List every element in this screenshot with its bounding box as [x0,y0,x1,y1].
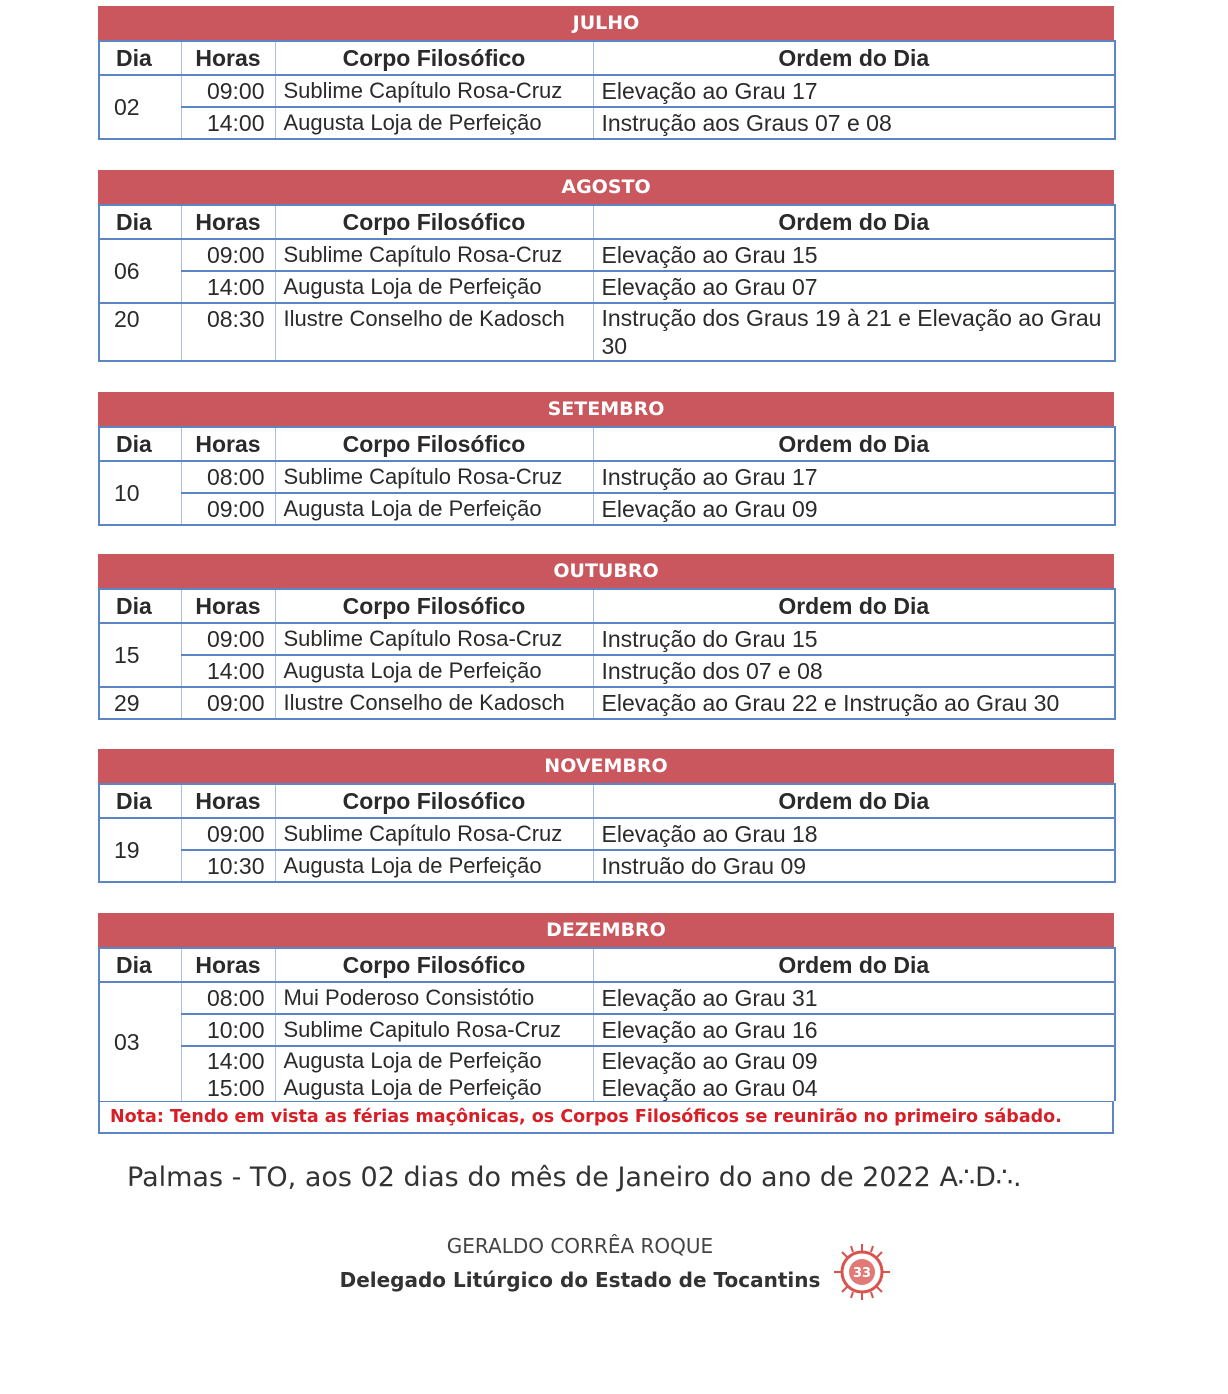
month-section-novembro [98,749,1114,883]
day-cell: 06 [99,239,181,303]
month-title: DEZEMBRO [98,913,1114,947]
hour-cell: 10:00 [181,1014,275,1046]
hour-cell: 08:30 [181,303,275,361]
body-cell: Sublime Capítulo Rosa-Cruz [275,623,593,655]
hour-cell: 14:00 [181,107,275,139]
body-cell: Sublime Capítulo Rosa-Cruz [275,461,593,493]
header-corpo: Corpo Filosófico [275,589,593,623]
body-cell: Augusta Loja de Perfeição [275,271,593,303]
schedule-table [98,204,1116,362]
header-horas: Horas [181,589,275,623]
day-cell: 29 [99,687,181,719]
header-corpo: Corpo Filosófico [275,427,593,461]
body-cell: Ilustre Conselho de Kadosch [275,687,593,719]
header-ordem: Ordem do Dia [593,589,1115,623]
table-row [99,655,1115,687]
header-dia: Dia [99,41,181,75]
table-row [99,687,1115,719]
body-cell: Sublime Capítulo Rosa-Cruz [275,818,593,850]
city-date-line: Palmas - TO, aos 02 dias do mês de Janeiro do ano de 2022 A∴D∴. [127,1162,1022,1193]
body-cell: Augusta Loja de Perfeição [275,493,593,525]
body-cell: Augusta Loja de Perfeição [275,1075,593,1101]
table-row [99,1046,1115,1075]
header-ordem: Ordem do Dia [593,427,1115,461]
day-cell: 15 [99,623,181,687]
header-dia: Dia [99,589,181,623]
schedule-table [98,426,1116,526]
body-cell: Sublime Capítulo Rosa-Cruz [275,239,593,271]
agenda-cell: Elevação ao Grau 16 [593,1014,1115,1046]
agenda-cell: Elevação ao Grau 04 [601,1075,818,1101]
body-cell: Sublime Capitulo Rosa-Cruz [275,1014,593,1046]
header-corpo: Corpo Filosófico [275,41,593,75]
agenda-cell: Elevação ao Grau 15 [593,239,1115,271]
agenda-cell: Elevação ao Grau 09 [601,1048,818,1074]
month-title: SETEMBRO [98,392,1114,426]
hour-cell: 08:00 [181,461,275,493]
hour-cell: 09:00 [181,239,275,271]
header-row [99,948,1115,982]
body-cell: Sublime Capítulo Rosa-Cruz [275,75,593,107]
agenda-cell: Elevação ao Grau 07 [593,271,1115,303]
header-horas: Horas [181,41,275,75]
month-section-outubro [98,554,1114,720]
body-cell: Mui Poderoso Consistótio [275,982,593,1014]
agenda-cell: Instrução dos 07 e 08 [593,655,1115,687]
table-row [99,850,1115,882]
table-row [99,271,1115,303]
hour-cell: 14:00 [181,1046,275,1075]
body-cell: Augusta Loja de Perfeição [275,1046,593,1075]
header-row [99,784,1115,818]
month-section-agosto [98,170,1114,362]
agenda-cell: Instrução ao Grau 17 [593,461,1115,493]
table-row [99,303,1115,361]
header-horas: Horas [181,427,275,461]
seal-number: 33 [852,1266,872,1281]
hour-cell: 09:00 [181,687,275,719]
table-row [99,107,1115,139]
agenda-cell: Instrução do Grau 15 [593,623,1115,655]
agenda-cell: Elevação ao Grau 17 [593,75,1115,107]
hour-cell: 14:00 [181,655,275,687]
note-text: Nota: Tendo em vista as férias maçônicas, os Corpos Filosóficos se reunirão no primeiro sábado. [98,1101,1114,1134]
table-row [99,493,1115,525]
schedule-table [98,40,1116,140]
month-section-setembro [98,392,1114,526]
header-row [99,427,1115,461]
agenda-cell: Elevação ao Grau 22 e Instrução ao Grau 30 [593,687,1115,719]
hour-cell: 14:00 [181,271,275,303]
header-horas: Horas [181,205,275,239]
schedule-table [98,947,1116,1101]
signer-name: GERALDO CORRÊA ROQUE [446,1234,714,1258]
agenda-cell: Instrução dos Graus 19 à 21 e Elevação ao Grau 30 [593,303,1115,361]
header-ordem: Ordem do Dia [593,948,1115,982]
agenda-cell: Instruão do Grau 09 [593,850,1115,882]
body-cell: Augusta Loja de Perfeição [275,850,593,882]
body-cell: Augusta Loja de Perfeição [275,655,593,687]
hour-cell: 08:00 [181,982,275,1014]
day-cell: 19 [99,818,181,882]
hour-cell: 09:00 [181,75,275,107]
header-corpo: Corpo Filosófico [275,205,593,239]
seal-emblem-icon [832,1242,892,1302]
header-corpo: Corpo Filosófico [275,784,593,818]
header-ordem: Ordem do Dia [593,41,1115,75]
day-cell: 02 [99,75,181,139]
table-row [99,623,1115,655]
body-cell: Ilustre Conselho de Kadosch [275,303,593,361]
header-horas: Horas [181,948,275,982]
agenda-cell: Elevação ao Grau 18 [593,818,1115,850]
hour-cell: 15:00 [181,1075,275,1101]
header-row [99,205,1115,239]
table-row [99,818,1115,850]
table-row [99,1014,1115,1046]
table-row [99,461,1115,493]
agenda-cell: Instrução aos Graus 07 e 08 [593,107,1115,139]
header-ordem: Ordem do Dia [593,205,1115,239]
day-cell: 03 [99,982,181,1101]
hour-cell: 09:00 [181,493,275,525]
schedule-table [98,783,1116,883]
hour-cell: 10:30 [181,850,275,882]
body-cell: Augusta Loja de Perfeição [275,107,593,139]
header-dia: Dia [99,948,181,982]
signer-title: Delegado Litúrgico do Estado de Tocantins [339,1268,821,1292]
month-title: JULHO [98,6,1114,40]
header-row [99,589,1115,623]
month-title: AGOSTO [98,170,1114,204]
hour-cell: 09:00 [181,623,275,655]
table-row [99,982,1115,1014]
header-corpo: Corpo Filosófico [275,948,593,982]
header-dia: Dia [99,205,181,239]
hour-cell: 09:00 [181,818,275,850]
day-cell: 10 [99,461,181,525]
month-section-dezembro [98,913,1114,1134]
month-title: OUTUBRO [98,554,1114,588]
day-cell: 20 [99,303,181,361]
table-row [99,239,1115,271]
header-horas: Horas [181,784,275,818]
table-row [99,1075,1115,1101]
schedule-table [98,588,1116,720]
table-row [99,75,1115,107]
month-title: NOVEMBRO [98,749,1114,783]
header-dia: Dia [99,784,181,818]
header-row [99,41,1115,75]
header-ordem: Ordem do Dia [593,784,1115,818]
month-section-julho [98,6,1114,140]
header-dia: Dia [99,427,181,461]
agenda-cell: Elevação ao Grau 09 [593,493,1115,525]
agenda-cell: Elevação ao Grau 31 [593,982,1115,1014]
